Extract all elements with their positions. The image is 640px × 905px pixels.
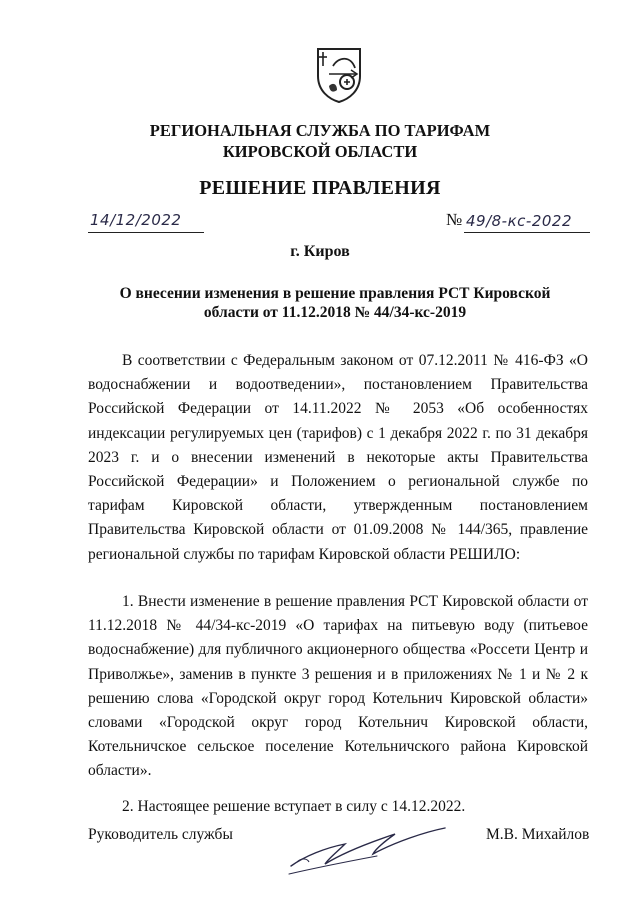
number-underline (464, 232, 590, 233)
preamble-paragraph: В соответствии с Федеральным законом от 07.12.2011 № 416-ФЗ «О водоснабжении и водоотведении», постановлением Правительства Российской Федерации от 14.11.2022 № 2053 «Об особенностях индексации регулируемых цен (тарифов) с 1 декабря 2022 г. по 31 декабря 2023 г. и о внесении изменений в некоторые акты Правительства Российской Федерации» и Положением о региональной службе по тарифам Кировской области, утвержденным постановлением Правительства Кировской области от 01.09.2008 № 144/365, правление региональной службы по тарифам Кировской области РЕШИЛО: (88, 352, 588, 563)
number-label: № (446, 210, 463, 229)
signatory-role: Руководитель службы (88, 826, 233, 843)
clause-1-paragraph: 1. Внести изменение в решение правления РСТ Кировской области от 11.12.2018 № 44/34-кс-2019 «О тарифах на питьевую воду (питьевое водоснабжение) для публичного акционерного общества «Россети Центр и Приволжье», заменив в пункте 3 решения и в приложениях № 1 и № 2 к решению слова «Городской округ город Котельнич Кировской области» словами «Городской округ город Котельнич Кировской области, Котельничское сельское поселение Котельничского района Кировской области». (88, 593, 588, 780)
decision-number: 49/8-кс-2022 (466, 212, 572, 230)
org-name-line-2: КИРОВСКОЙ ОБЛАСТИ (222, 142, 418, 161)
handwritten-signature (285, 822, 450, 880)
document-title: РЕШЕНИЕ ПРАВЛЕНИЯ (199, 177, 441, 199)
signatory-name: М.В. Михайлов (486, 826, 590, 843)
decision-subject: О внесении изменения в решение правления РСТ Кировской области от 11.12.2018 № 44/34-кс-2019 (119, 285, 551, 321)
org-name-line-1: РЕГИОНАЛЬНАЯ СЛУЖБА ПО ТАРИФАМ (149, 121, 491, 140)
decision-date: 14/12/2022 (90, 211, 182, 229)
clause-2-paragraph: 2. Настоящее решение вступает в силу с 14.12.2022. (122, 798, 466, 815)
coat-of-arms-icon (315, 46, 363, 104)
city: г. Киров (290, 243, 350, 260)
date-underline (88, 232, 204, 233)
